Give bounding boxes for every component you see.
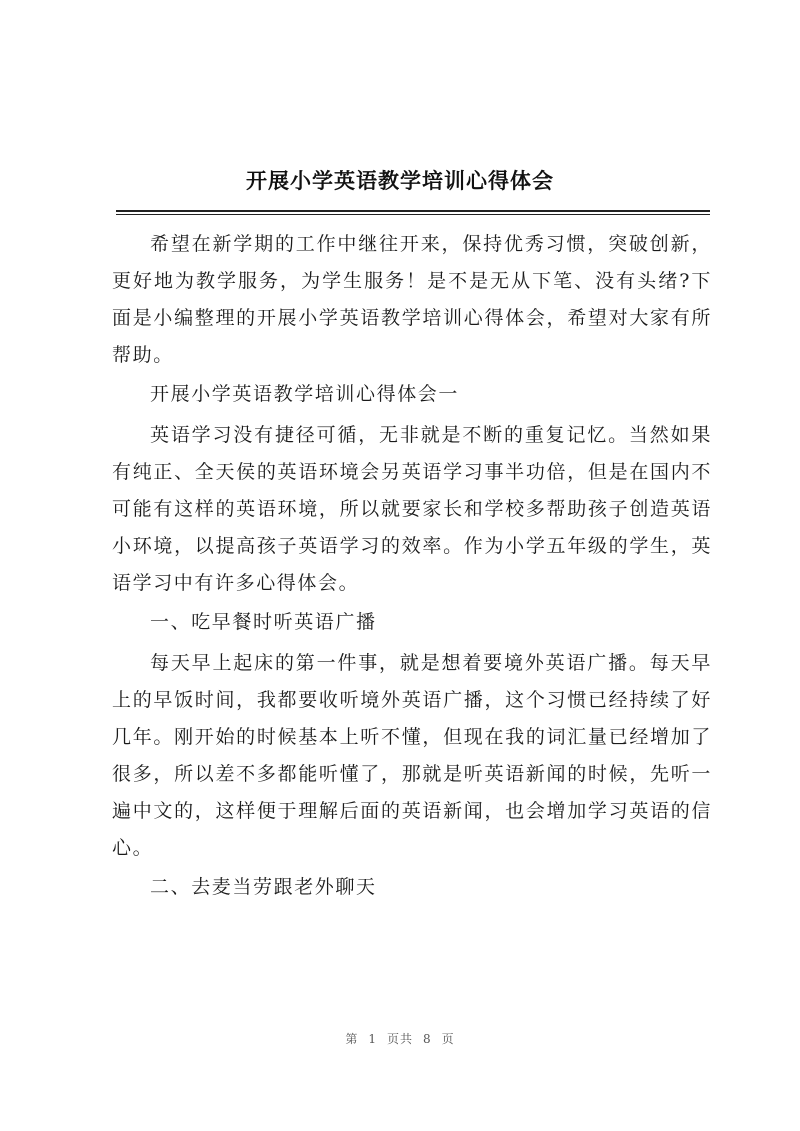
- footer-current-page: 1: [368, 1032, 377, 1046]
- title-divider-thin: [116, 214, 710, 215]
- page-footer: [0, 1030, 800, 1047]
- body-paragraph: 英语学习没有捷径可循，无非就是不断的重复记忆。当然如果有纯正、全天侯的英语环境会另英语学习事半功倍，但是在国内不可能有这样的英语环境，所以就要家长和学校多帮助孩子创造英语小环境，以提高孩子英语学习的效率。作为小学五年级的学生，英语学习中有许多心得体会。: [112, 424, 712, 594]
- document-body: [112, 226, 712, 910]
- footer-label-page-end: 页: [441, 1032, 455, 1046]
- page-title: 开展小学英语教学培训心得体会: [246, 169, 554, 193]
- title-divider-thick: [116, 210, 710, 212]
- footer-label-page: 第: [345, 1032, 359, 1046]
- subsection-heading: 二、去麦当劳跟老外聊天: [150, 876, 377, 898]
- body-paragraph: 每天早上起床的第一件事，就是想着要境外英语广播。每天早上的早饭时间，我都要收听境外英语广播，这个习惯已经持续了好几年。刚开始的时候基本上听不懂，但现在我的词汇量已经增加了很多，所以差不多都能听懂了，那就是听英语新闻的时候，先听一遍中文的，这样便于理解后面的英语新闻，也会增加学习英语的信心。: [112, 652, 712, 859]
- intro-paragraph: 希望在新学期的工作中继往开来，保持优秀习惯，突破创新，更好地为教学服务，为学生服务！是不是无从下笔、没有头绪?下面是小编整理的开展小学英语教学培训心得体会，希望对大家有所帮助。: [112, 233, 712, 366]
- footer-total-pages: 8: [423, 1032, 432, 1046]
- footer-label-of-total: 页共: [386, 1032, 413, 1046]
- section-heading: 开展小学英语教学培训心得体会一: [150, 383, 460, 405]
- subsection-heading: 一、吃早餐时听英语广播: [150, 611, 377, 633]
